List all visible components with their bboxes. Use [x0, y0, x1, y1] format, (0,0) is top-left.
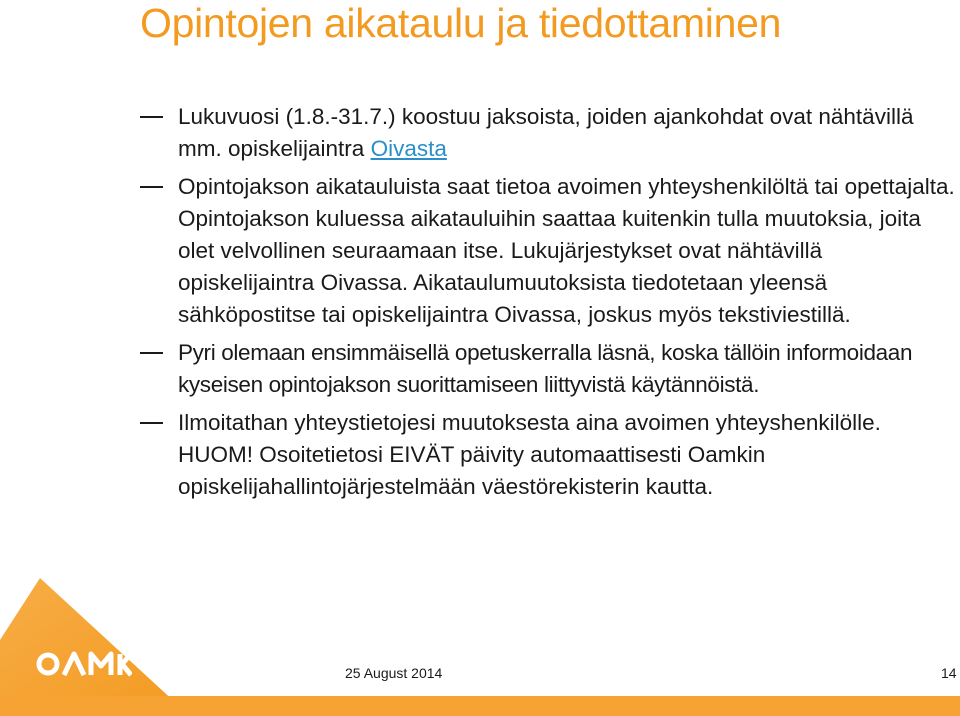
footer-decoration — [0, 578, 960, 716]
bullet-text: Opintojakson aikatauluista saat tietoa avoimen yhteyshenkilöltä tai opettajalta. Opintojakson kuluessa aikatauluihin saattaa kuitenkin tulla muutoksia, joita olet velvollinen seuraamaan itse. Lukujärjestykset ovat nähtävillä opiskelijaintra Oivassa. Aikataulumuutoksista tiedotetaan yleensä sähköpostitse tai opiskelijaintra Oivassa, joskus myös tekstiviestillä. — [178, 174, 955, 327]
bullet-text: Lukuvuosi (1.8.-31.7.) koostuu jaksoista, joiden ajankohdat ovat nähtävillä mm. opiskelijaintra — [178, 104, 914, 161]
dash-bullet-icon — [140, 116, 163, 118]
orange-wedge — [0, 578, 190, 716]
dash-bullet-icon — [140, 422, 163, 424]
bullet-text: Pyri olemaan ensimmäisellä opetuskerralla läsnä, koska tällöin informoidaan kyseisen opintojakson suorittamiseen liittyvistä käytännöistä. — [178, 340, 913, 397]
footer-date: 25 August 2014 — [345, 665, 443, 681]
footer-bar — [0, 696, 960, 716]
dash-bullet-icon — [140, 186, 163, 188]
bullet-item-schedules — [140, 171, 955, 331]
bullet-item-contact-info — [140, 407, 955, 503]
page-number: 14 — [941, 665, 957, 681]
bullet-list — [140, 101, 955, 509]
bullet-item-academic-year — [140, 101, 955, 165]
bullet-item-first-session — [140, 337, 955, 401]
oivasta-link[interactable]: Oivasta — [370, 136, 447, 161]
dash-bullet-icon — [140, 352, 163, 354]
slide-title: Opintojen aikataulu ja tiedottaminen — [140, 0, 782, 46]
oamk-logo-icon — [36, 650, 132, 678]
bullet-text: Ilmoitathan yhteystietojesi muutoksesta aina avoimen yhteyshenkilölle. HUOM! Osoitetietosi EIVÄT päivity automaattisesti Oamkin opiskelijahallintojärjestelmään väestörekisterin kautta. — [178, 410, 881, 499]
